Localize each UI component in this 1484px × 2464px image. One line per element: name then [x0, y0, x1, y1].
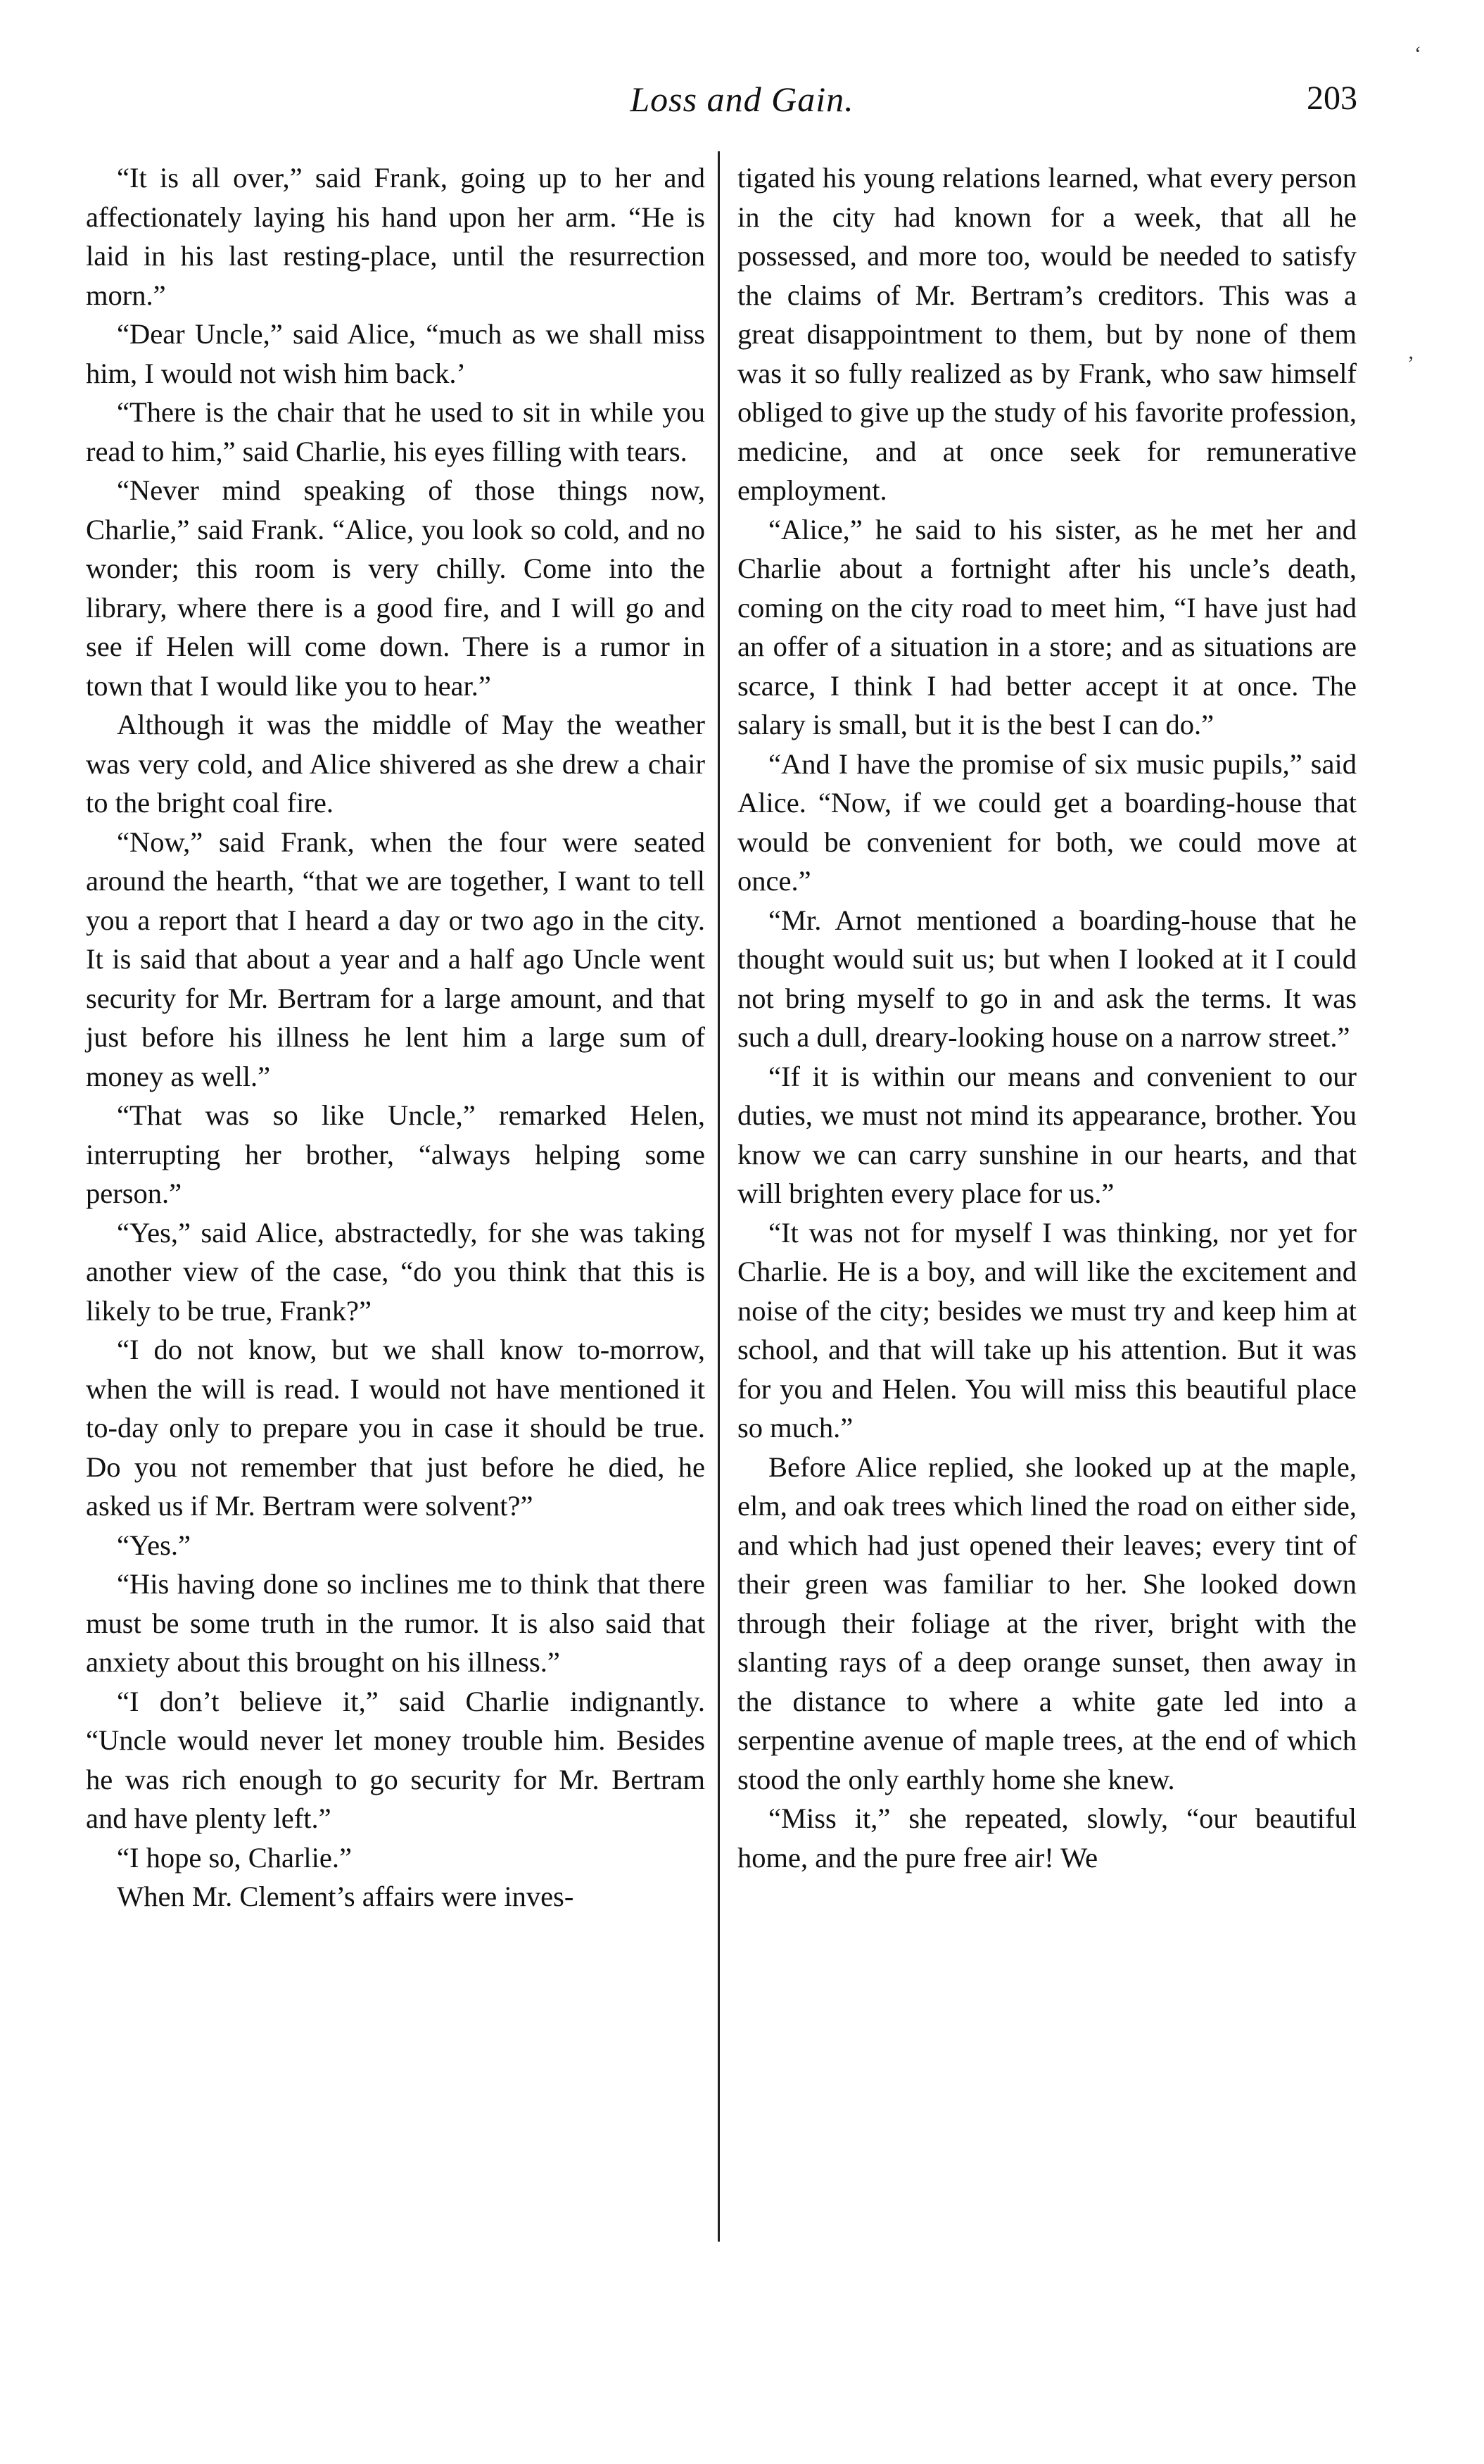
left-text-column: [86, 158, 705, 1916]
running-title: Loss and Gain.: [630, 80, 854, 119]
paragraph: “It was not for myself I was thinking, nor yet for Charlie. He is a boy, and will like the excitement and noise of the city; besides we must try and keep him at school, and that will take up his attention. But it was for you and Helen. You will miss this beautiful place so much.”: [737, 1216, 1357, 1443]
page-number: 203: [1307, 80, 1357, 117]
paragraph: “And I have the promise of six music pupils,” said Alice. “Now, if we could get a boarding-house that would be convenient for both, we could move at once.”: [737, 747, 1357, 897]
paragraph: “If it is within our means and convenient to our duties, we must not mind its appearance, brother. You know we can carry sunshine in our hearts, and that will brighten every place for us.”: [737, 1060, 1357, 1209]
paragraph: Before Alice replied, she looked up at the maple, elm, and oak trees which lined the road on either side, and which had just opened their leaves; every tint of their green was familiar to her. She looked down through their foliage at the river, bright with the slanting rays of a deep orange sunset, then away in the distance to where a white gate led into a serpentine avenue of maple trees, at the end of which stood the only earthly home she knew.: [737, 1451, 1357, 1795]
paragraph: “Alice,” he said to his sister, as he met her and Charlie about a fortnight after his uncle’s death, coming on the city road to meet him, “I have just had an offer of a situation in a store; and as situations are scarce, I think I had better accept it at once. The salary is small, but it is the best I can do.”: [737, 513, 1357, 740]
paragraph: “I don’t believe it,” said Charlie indignantly. “Uncle would never let money trouble him. Besides he was rich enough to go security for Mr. Bertram and have plenty left.”: [86, 1685, 705, 1834]
paragraph: “Yes,” said Alice, abstractedly, for she was taking another view of the case, “do you think that this is likely to be true, Frank?”: [86, 1216, 705, 1327]
paragraph: “Now,” said Frank, when the four were seated around the hearth, “that we are together, I want to tell you a report that I heard a day or two ago in the city. It is said that about a year and a half ago Uncle went security for Mr. Bertram for a large amount, and that just before his illness he lent him a large sum of money as well.”: [86, 826, 705, 1092]
paragraph: “I do not know, but we shall know to-morrow, when the will is read. I would not have mentioned it to-day only to prepare you in case it should be true. Do you not remember that just before he died, he asked us if Mr. Bertram were solvent?”: [86, 1334, 705, 1522]
paragraph: “Never mind speaking of those things now, Charlie,” said Frank. “Alice, you look so cold, and no wonder; this room is very chilly. Come into the library, where there is a good fire, and I will go and see if Helen will come down. There is a rumor in town that I would like you to hear.”: [86, 474, 705, 702]
paragraph: “There is the chair that he used to sit in while you read to him,” said Charlie, his eyes filling with tears.: [86, 396, 705, 467]
paragraph: “His having done so inclines me to think that there must be some truth in the rumor. It is also said that anxiety about this brought on his illness.”: [86, 1568, 705, 1678]
paragraph: tigated his young relations learned, what every person in the city had known for a week, that all he possessed, and more too, would be needed to satisfy the claims of Mr. Bertram’s creditors. This was a great disappointment to them, but by none of them was it so fully realized as by Frank, who saw himself obliged to give up the study of his favorite profession, medicine, and at once seek for remunerative employment.: [737, 162, 1357, 506]
paragraph: “Yes.”: [117, 1529, 191, 1561]
paragraph: Although it was the middle of May the weather was very cold, and Alice shivered as she drew a chair to the bright coal fire.: [86, 709, 705, 819]
paragraph: “Dear Uncle,” said Alice, “much as we shall miss him, I would not wish him back.’: [86, 318, 705, 389]
right-text-column: [737, 158, 1357, 1877]
print-speck: ‘: [1414, 42, 1421, 65]
column-divider: [718, 151, 720, 2242]
paragraph: “That was so like Uncle,” remarked Helen, interrupting her brother, “always helping some person.”: [86, 1099, 705, 1209]
print-speck: ’: [1407, 352, 1414, 375]
paragraph: “I hope so, Charlie.”: [117, 1841, 353, 1874]
paragraph: “Mr. Arnot mentioned a boarding-house that he thought would suit us; but when I looked at it I could not bring myself to go in and ask the terms. It was such a dull, dreary-looking house on a narrow street.”: [737, 904, 1357, 1053]
paragraph: “Miss it,” she repeated, slowly, “our beautiful home, and the pure free air! We: [737, 1802, 1357, 1874]
paragraph: “It is all over,” said Frank, going up to her and affectionately laying his hand upon her arm. “He is laid in his last resting-place, until the resurrection morn.”: [86, 162, 705, 311]
paragraph: When Mr. Clement’s affairs were inves-: [117, 1881, 574, 1912]
